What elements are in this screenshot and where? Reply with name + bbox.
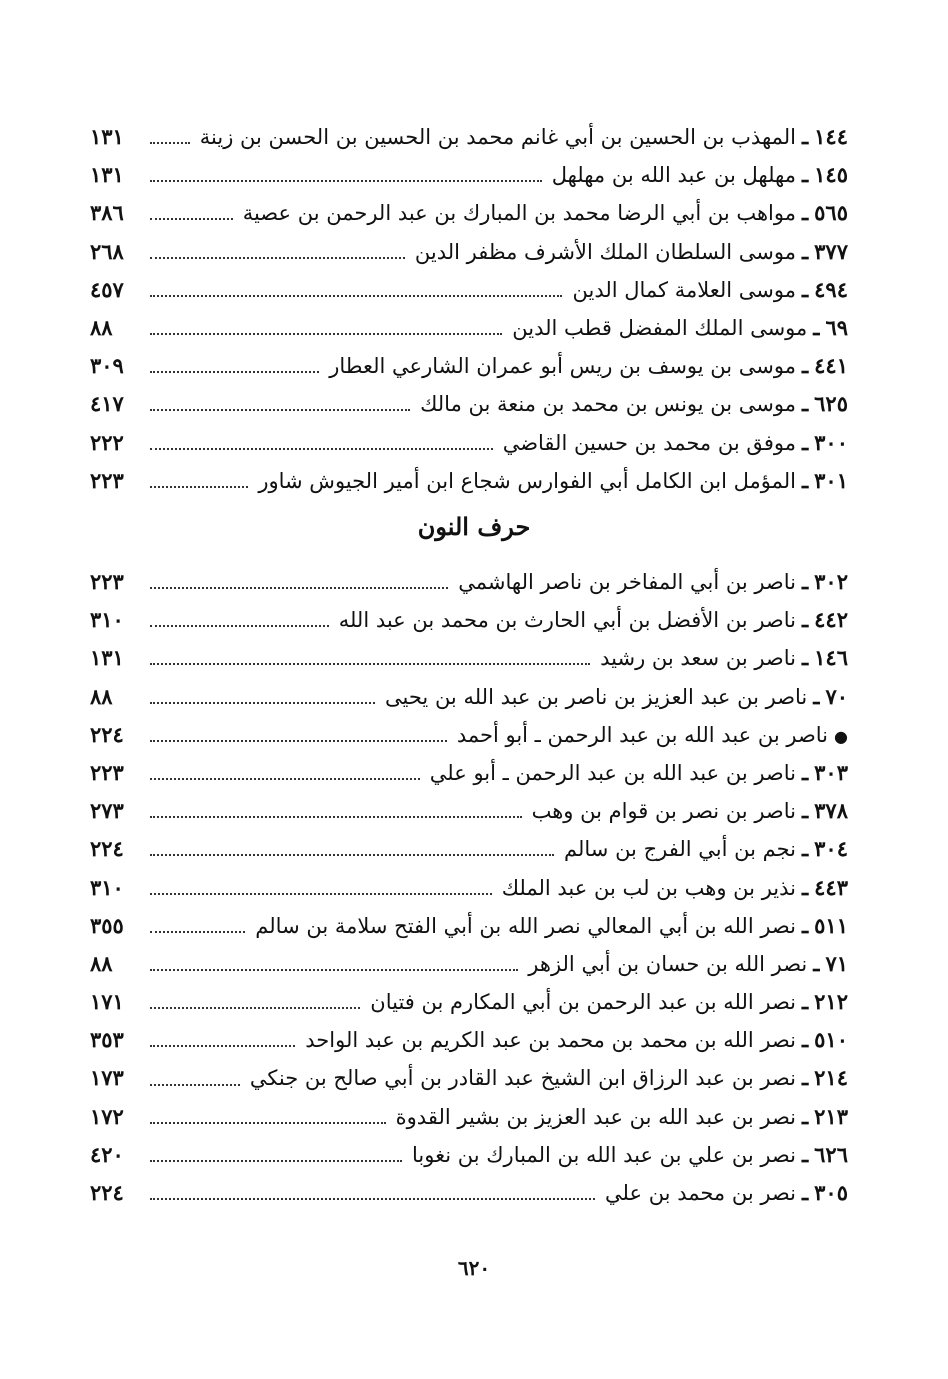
entry-page-ref: ٤٢٠ <box>90 1141 124 1167</box>
index-entry <box>90 907 848 945</box>
entry-dash: ـ <box>813 950 820 976</box>
entry-number: ٣٠١ <box>814 467 848 493</box>
index-entry <box>90 309 848 347</box>
entry-name: نصر الله بن أبي المعالي نصر الله بن أبي الفتح سلامة بن سالم <box>255 913 796 938</box>
index-entry <box>90 1059 848 1097</box>
index-entry <box>90 385 848 423</box>
entry-dash: ـ <box>813 683 820 709</box>
entry-name: نصر بن محمد بن علي <box>605 1181 796 1205</box>
index-entry <box>90 1098 848 1136</box>
index-entry <box>90 716 848 754</box>
entry-page-ref: ٨٨ <box>90 950 113 976</box>
entry-page-ref: ٢٦٨ <box>90 238 124 264</box>
entry-number: ١٤٤ <box>814 124 848 149</box>
dot-leader <box>150 448 493 450</box>
index-entry <box>90 678 848 716</box>
entry-dash: ـ <box>802 200 809 226</box>
entry-page-ref: ١٧٣ <box>90 1065 124 1091</box>
entry-dash: ـ <box>802 798 809 824</box>
entry-page-ref: ٢٢٢ <box>90 429 124 455</box>
index-entry <box>90 945 848 983</box>
entry-dash: ـ <box>802 1103 809 1129</box>
entry-dash: ـ <box>813 314 820 340</box>
entry-number: ٤٩٤ <box>814 276 848 302</box>
entry-number: ٣٠٥ <box>814 1180 848 1205</box>
entry-page-ref: ١٧١ <box>90 989 124 1015</box>
entry-page-ref: ٤١٧ <box>90 391 124 417</box>
entry-number: ٣٧٨ <box>814 798 848 824</box>
index-entry <box>90 1174 848 1212</box>
index-entry <box>90 563 848 601</box>
entry-number: ٧٠ <box>825 683 848 709</box>
entry-dash: ـ <box>802 238 809 264</box>
entry-name: نصر الله بن محمد بن محمد بن عبد الكريم بن عبد الواحد <box>305 1028 796 1053</box>
dot-leader <box>150 295 562 297</box>
entry-dash: ـ <box>802 353 809 379</box>
entry-number: ٢١٣ <box>814 1103 848 1129</box>
page-number: ٦٢٠ <box>457 1256 491 1280</box>
entry-name: نصر بن عبد الرزاق ابن الشيخ عبد القادر بن أبي صالح بن جنكي <box>249 1066 796 1091</box>
dot-leader <box>150 625 329 627</box>
entry-number: ٣٠٣ <box>814 759 848 785</box>
dot-leader <box>150 740 447 742</box>
entry-number: ٥١١ <box>814 912 848 938</box>
entry-number: ٤٤١ <box>814 353 848 379</box>
entry-page-ref: ٣١٠ <box>90 607 124 633</box>
entry-page-ref: ٨٨ <box>90 683 113 709</box>
entry-name: نصر الله بن حسان بن أبي الزهر <box>528 951 808 976</box>
entry-dash: ـ <box>802 467 809 493</box>
index-entry <box>90 424 848 462</box>
entry-name: ناصر بن أبي المفاخر بن ناصر الهاشمي <box>458 570 796 594</box>
entry-name: ناصر بن عبد الله بن عبد الرحمن ـ أبو علي <box>429 760 796 785</box>
index-entry <box>90 601 848 639</box>
entry-number: ٦٢٦ <box>814 1141 848 1167</box>
entry-page-ref: ٣٥٥ <box>90 912 124 938</box>
index-entry <box>90 754 848 792</box>
entry-dash: ـ <box>802 607 809 633</box>
entry-number: ٥٦٥ <box>814 200 848 226</box>
entry-page-ref: ٢٢٣ <box>90 759 124 785</box>
entry-name: موسى بن يوسف بن ريس أبو عمران الشارعي العطار <box>329 354 796 379</box>
index-entry <box>90 983 848 1021</box>
entry-name: نجم بن أبي الفرج بن سالم <box>564 837 796 862</box>
entry-page-ref: ٢٢٤ <box>90 721 124 747</box>
entry-name: ناصر بن عبد الله بن عبد الرحمن ـ أبو أحمد <box>456 722 829 747</box>
dot-leader <box>150 218 233 220</box>
entry-page-ref: ٢٢٤ <box>90 836 124 862</box>
entry-name: المؤمل ابن الكامل أبي الفوارس شجاع ابن أمير الجيوش شاور <box>258 468 796 493</box>
entry-number: ٦٢٥ <box>814 391 848 417</box>
entry-number: ٣٧٧ <box>814 238 848 264</box>
entry-name: موسى السلطان الملك الأشرف مظفر الدين <box>414 239 796 264</box>
entry-name: موسى بن يونس بن محمد بن منعة بن مالك <box>420 392 796 417</box>
index-entry <box>90 1021 848 1059</box>
entry-number: ١٤٥ <box>814 162 848 188</box>
entry-number: ٦٩ <box>825 314 848 340</box>
dot-leader <box>150 1084 240 1086</box>
entry-number: ١٤٦ <box>814 645 848 671</box>
entry-page-ref: ١٣١ <box>90 645 124 671</box>
entry-page-ref: ٢٢٣ <box>90 569 124 594</box>
entry-page-ref: ٤٥٧ <box>90 276 124 302</box>
index-entry <box>90 194 848 232</box>
dot-leader <box>150 180 542 182</box>
entry-dash: ـ <box>802 645 809 671</box>
entry-name: نذير بن وهب بن لب بن عبد الملك <box>501 875 796 900</box>
dot-leader <box>150 702 375 704</box>
index-list-bottom <box>90 563 848 1212</box>
dot-leader <box>150 409 410 411</box>
dot-leader <box>150 486 248 488</box>
entry-number: ٧١ <box>825 950 848 976</box>
dot-leader <box>150 663 590 665</box>
entry-page-ref: ٣٠٩ <box>90 353 124 379</box>
dot-leader <box>150 333 502 335</box>
entry-name: نصر بن علي بن عبد الله بن المبارك بن نغوبا <box>412 1142 796 1167</box>
dot-leader <box>150 854 554 856</box>
entry-dash: ـ <box>802 429 809 455</box>
entry-dash: ـ <box>802 569 809 594</box>
entry-page-ref: ٣٨٦ <box>90 200 124 226</box>
dot-leader <box>150 816 522 818</box>
entry-dash: ـ <box>802 989 809 1015</box>
section-title: حرف النون <box>417 512 531 541</box>
entry-name: المهذب بن الحسين بن أبي غانم محمد بن الحسين بن الحسن بن زينة <box>199 125 796 149</box>
dot-leader <box>150 1122 386 1124</box>
entry-number: ٣٠٠ <box>814 429 848 455</box>
entry-name: ناصر بن سعد بن رشيد <box>600 646 796 671</box>
entry-name: نصر الله بن عبد الرحمن بن أبي المكارم بن فتيان <box>370 990 796 1015</box>
entry-dash: ـ <box>802 912 809 938</box>
entry-number: ٣٠٤ <box>814 836 848 862</box>
entry-dash: ـ <box>802 874 809 900</box>
entry-dash: ـ <box>802 124 809 149</box>
dot-leader <box>150 257 405 259</box>
dot-leader <box>150 142 190 144</box>
entry-page-ref: ٢٢٤ <box>90 1180 124 1205</box>
dot-leader <box>150 969 518 971</box>
index-entry <box>90 462 848 500</box>
entry-number: ٢١٤ <box>814 1065 848 1091</box>
entry-page-ref: ١٣١ <box>90 162 124 188</box>
index-entry <box>90 869 848 907</box>
dot-leader <box>150 371 319 373</box>
entry-dash: ـ <box>802 162 809 188</box>
entry-page-ref: ١٣١ <box>90 124 124 149</box>
entry-page-ref: ٨٨ <box>90 314 113 340</box>
index-entry <box>90 639 848 677</box>
entry-name: مواهب بن أبي الرضا محمد بن المبارك بن عبد الرحمن بن عصية <box>242 201 796 226</box>
entry-dash: ـ <box>802 1027 809 1053</box>
entry-name: ناصر بن نصر بن قوام بن وهب <box>531 799 796 824</box>
index-entry <box>90 792 848 830</box>
entry-number: ٢١٢ <box>814 989 848 1015</box>
entry-page-ref: ١٧٢ <box>90 1103 124 1129</box>
index-list-top <box>90 118 848 500</box>
entry-number: ٤٤٢ <box>814 607 848 633</box>
dot-leader <box>150 931 245 933</box>
index-entry <box>90 156 848 194</box>
entry-number: ٥١٠ <box>814 1027 848 1053</box>
dot-leader <box>150 1160 402 1162</box>
entry-name: ناصر بن الأفضل بن أبي الحارث بن محمد بن عبد الله <box>338 608 796 633</box>
entry-number: ٤٤٣ <box>814 874 848 900</box>
entry-dash: ـ <box>802 759 809 785</box>
index-entry <box>90 271 848 309</box>
index-entry <box>90 118 848 156</box>
dot-leader <box>150 1045 295 1047</box>
dot-leader <box>150 1007 360 1009</box>
entry-name: موسى العلامة كمال الدين <box>572 277 796 302</box>
entry-dash: ـ <box>802 836 809 862</box>
entry-page-ref: ٣٥٣ <box>90 1027 124 1053</box>
entry-name: ناصر بن عبد العزيز بن ناصر بن عبد الله بن يحيى <box>385 684 808 709</box>
entry-dash: ـ <box>802 276 809 302</box>
entry-dash: ـ <box>802 1065 809 1091</box>
dot-leader <box>150 1198 595 1200</box>
entry-name: موسى الملك المفضل قطب الدين <box>512 315 808 340</box>
dot-leader <box>150 587 448 589</box>
entry-dash: ـ <box>802 391 809 417</box>
entry-page-ref: ٢٢٣ <box>90 467 124 493</box>
entry-dash: ـ <box>802 1141 809 1167</box>
dot-leader <box>150 893 492 895</box>
entry-page-ref: ٢٧٣ <box>90 798 124 824</box>
entry-page-ref: ٣١٠ <box>90 874 124 900</box>
bullet-icon: ● <box>834 726 848 746</box>
dot-leader <box>150 778 420 780</box>
entry-name: مهلهل بن عبد الله بن مهلهل <box>551 163 796 188</box>
entry-number: ٣٠٢ <box>814 569 848 594</box>
entry-name: نصر بن عبد الله بن عبد العزيز بن بشير القدوة <box>395 1104 796 1129</box>
index-entry <box>90 233 848 271</box>
index-entry <box>90 830 848 868</box>
index-entry <box>90 1136 848 1174</box>
entry-dash: ـ <box>802 1180 809 1205</box>
entry-name: موفق بن محمد بن حسين القاضي <box>502 430 796 455</box>
index-entry <box>90 347 848 385</box>
